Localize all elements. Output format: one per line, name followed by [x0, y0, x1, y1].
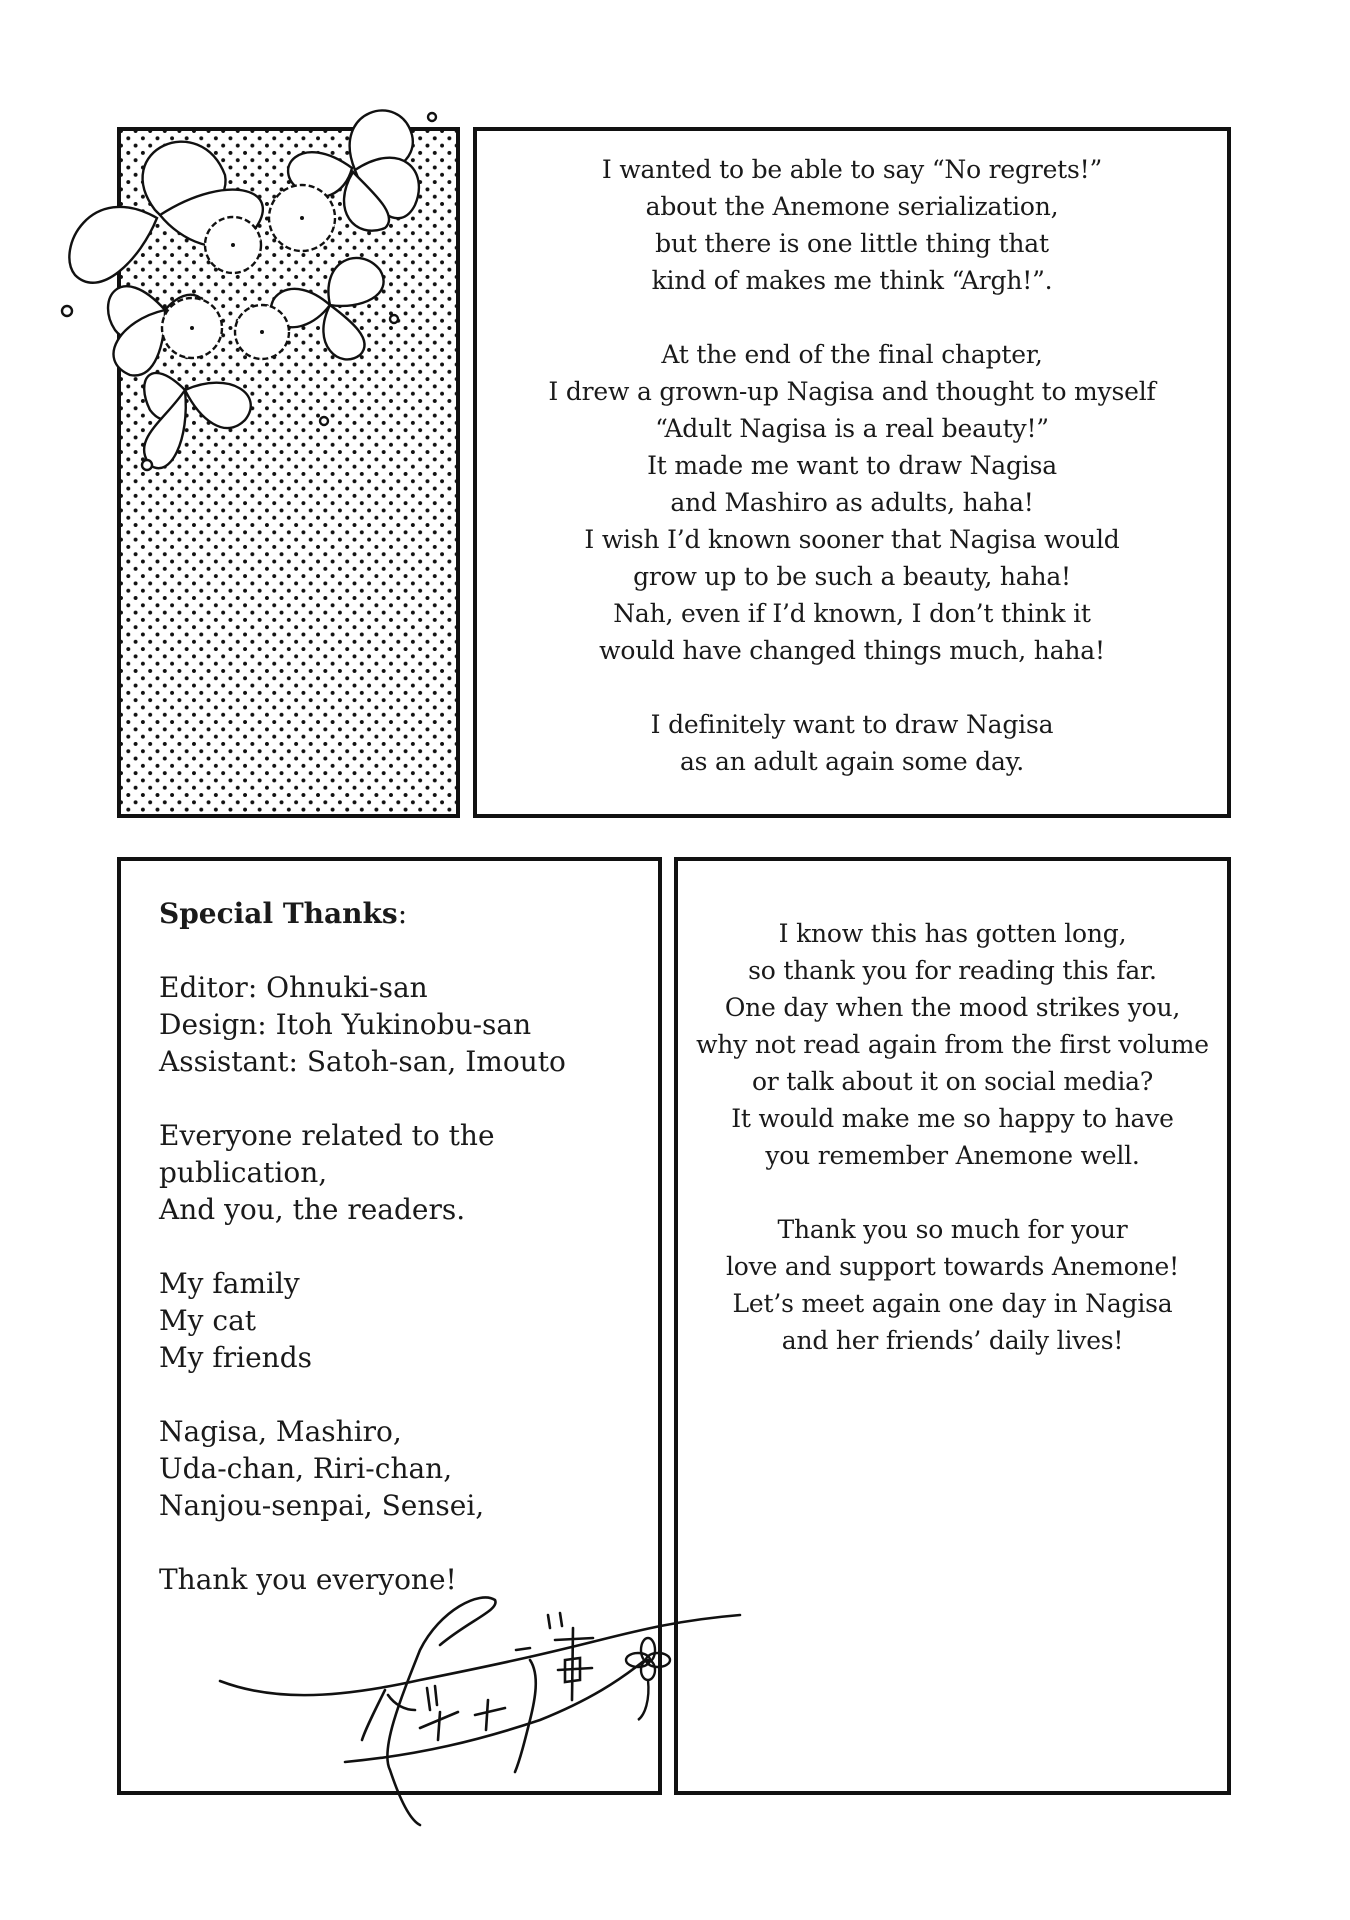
closing-line: and her friends’ daily lives! [781, 1326, 1124, 1355]
afterword-line: I drew a grown-up Nagisa and thought to myself [548, 377, 1156, 406]
afterword-line: I definitely want to draw Nagisa [650, 710, 1054, 739]
thanks-line: Design: Itoh Yukinobu-san [159, 1008, 532, 1041]
afterword-line: Nah, even if I’d known, I don’t think it [613, 599, 1091, 628]
afterword-line: would have changed things much, haha! [599, 636, 1105, 665]
thanks-line: Uda-chan, Riri-chan, [159, 1452, 453, 1485]
closing-line: I know this has gotten long, [778, 919, 1127, 948]
closing-line: so thank you for reading this far. [748, 956, 1157, 985]
afterword-line: and Mashiro as adults, haha! [670, 488, 1034, 517]
afterword-line: It made me want to draw Nagisa [647, 451, 1057, 480]
special-thanks-heading: Special Thanks [159, 897, 398, 930]
afterword-line: grow up to be such a beauty, haha! [633, 562, 1071, 591]
thanks-line: publication, [159, 1156, 328, 1189]
special-thanks-text: Special Thanks: Editor: Ohnuki-san Design: Itoh Yukinobu-san Assistant: Satoh-san, Imouto Everyone related to the publication, And you, the readers. My family My cat My friends Nagisa, Mashiro, Uda-chan, Riri-chan, Nanjou-senpai, Sensei, Thank you everyone! [159, 895, 648, 1635]
thanks-line: Nagisa, Mashiro, [159, 1415, 402, 1448]
closing-line: love and support towards Anemone! [726, 1252, 1179, 1281]
thanks-line: My cat [159, 1304, 257, 1337]
closing-line: you remember Anemone well. [765, 1141, 1140, 1170]
afterword-line: kind of makes me think “Argh!”. [651, 266, 1053, 295]
afterword-line: I wish I’d known sooner that Nagisa would [584, 525, 1120, 554]
thanks-line: Nanjou-senpai, Sensei, [159, 1489, 485, 1522]
closing-line: Thank you so much for your [777, 1215, 1128, 1244]
closing-line: or talk about it on social media? [751, 1067, 1154, 1096]
thanks-line: My family [159, 1267, 300, 1300]
afterword-line: as an adult again some day. [679, 747, 1025, 776]
thanks-line: Assistant: Satoh-san, Imouto [159, 1045, 566, 1078]
thanks-line: Editor: Ohnuki-san [159, 971, 428, 1004]
afterword-line: At the end of the final chapter, [661, 340, 1043, 369]
closing-line: One day when the mood strikes you, [724, 993, 1181, 1022]
thanks-line: And you, the readers. [159, 1193, 466, 1226]
signature-flower-icon [626, 1638, 670, 1720]
closing-line: why not read again from the first volume [696, 1030, 1209, 1059]
closing-line: Let’s meet again one day in Nagisa [732, 1289, 1173, 1318]
afterword-line: but there is one little thing that [655, 229, 1049, 258]
afterword-line: I wanted to be able to say “No regrets!” [601, 155, 1103, 184]
closing-line: It would make me so happy to have [731, 1104, 1174, 1133]
afterword-line: “Adult Nagisa is a real beauty!” [655, 414, 1049, 443]
thanks-line: Everyone related to the [159, 1119, 495, 1152]
afterword-line: about the Anemone serialization, [645, 192, 1059, 221]
thanks-line: My friends [159, 1341, 312, 1374]
thanks-line: Thank you everyone! [159, 1563, 457, 1596]
